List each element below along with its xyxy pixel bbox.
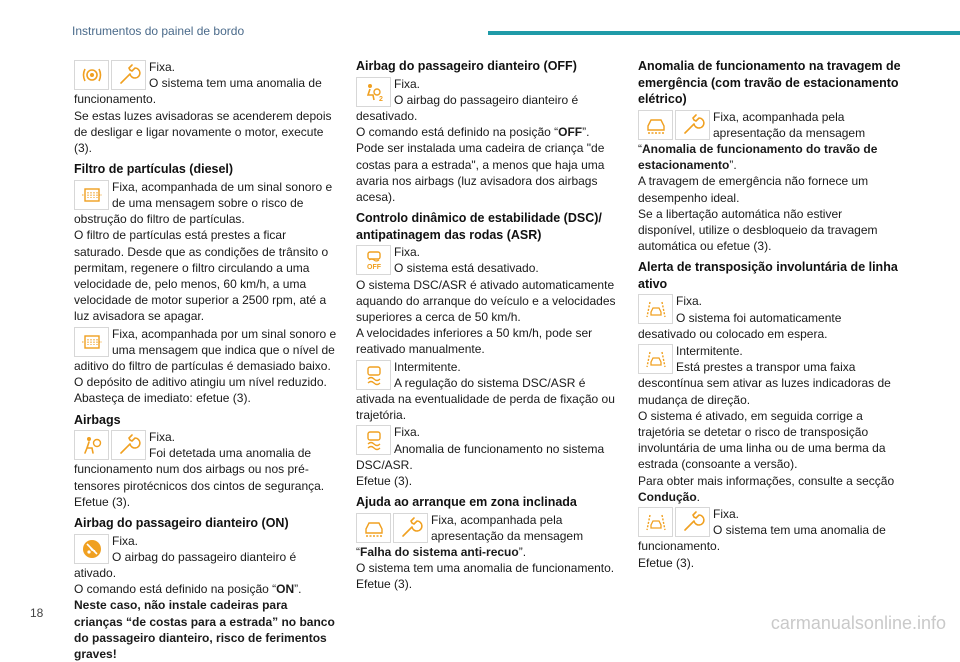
text: Para obter mais informações, consulte a secção — [638, 473, 895, 488]
text: Fixa, acompanhada por um sinal sonoro e uma mensagem que indica que o nível de aditivo do filtro de partículas é demasiado baixo. — [74, 326, 337, 373]
text: Fixa. — [713, 506, 740, 521]
text: Está prestes a transpor uma faixa descontínua sem ativar as luzes indicadoras de mudança de direção. — [638, 360, 891, 407]
entry-service-fault — [74, 59, 338, 156]
text: Fixa, acompanhada pela apresentação da mensagem “ — [638, 109, 866, 156]
entry-lane-flashing — [638, 343, 902, 505]
text: Se estas luzes avisadoras se acenderem depois de desligar e ligar novamente o motor, execute (3). — [74, 108, 332, 156]
text: ”. — [729, 158, 737, 173]
lane-assist-icon — [638, 344, 673, 374]
text-bold: ON — [276, 582, 295, 597]
lane-assist-icon — [638, 507, 673, 537]
column-3 — [638, 58, 902, 571]
text: O comando está definido na posição “ — [74, 582, 277, 597]
text: Fixa. — [394, 76, 421, 91]
column-1 — [74, 58, 338, 662]
header-accent-bar — [488, 31, 960, 35]
dsc-off-icon — [356, 245, 391, 275]
text: Fixa, acompanhada pela apresentação da mensagem “ — [356, 512, 584, 560]
text: Fixa. — [149, 430, 176, 445]
text: O sistema tem uma anomalia de funcionamento. — [74, 76, 322, 107]
entry-lane-fault — [638, 506, 902, 571]
service-wrench-icon — [111, 430, 146, 460]
text: O airbag do passageiro dianteiro é ativado. — [74, 549, 297, 580]
text-bold: Falha do sistema anti-recuo — [360, 545, 519, 560]
text: Fixa. — [676, 294, 703, 309]
text: Fixa. — [394, 425, 421, 440]
text: Intermitente. — [394, 359, 461, 374]
entry-hill-start-fault — [356, 512, 620, 593]
text: O sistema está desativado. — [394, 261, 539, 276]
text-bold: Anomalia de funcionamento do travão de estacionamento — [638, 141, 878, 173]
text: O filtro de partículas está prestes a ficar saturado. Desde que as condições de trânsito o permitam, regenere o filtro circulando a uma velocidade de, pelo menos, 60 km/h, a uma velocidade de motor superior a 2500 rpm, até a luz avisadora se apagar. — [74, 228, 329, 324]
brake-system-icon — [74, 60, 109, 90]
text: Efetue (3). — [356, 577, 413, 592]
text: Foi detetada uma anomalia de funcionamento num dos airbags ou nos pré-tensores pirotécnicos dos cintos de segurança. — [74, 446, 325, 493]
heading-hill-start: Ajuda ao arranque em zona inclinada — [356, 495, 577, 510]
text: Efetue (3). — [74, 494, 131, 509]
text: O sistema foi automaticamente desativado ou colocado em espera. — [638, 310, 842, 341]
heading-airbags: Airbags — [74, 412, 121, 427]
heading-passenger-airbag-on: Airbag do passageiro dianteiro (ON) — [74, 516, 289, 531]
text: Intermitente. — [676, 343, 743, 358]
page-number: 18 — [30, 606, 44, 620]
service-wrench-icon — [675, 507, 710, 537]
text: A velocidades inferiores a 50 km/h, pode ser reativado manualmente. — [356, 326, 593, 357]
service-wrench-icon — [111, 60, 146, 90]
text: O sistema é ativado, em seguida corrige a trajetória se detetar o risco de transposição involuntária de uma linha ou de uma berma da estrada (consoante a versão). — [638, 408, 886, 472]
entry-dsc-fault — [356, 424, 620, 489]
text: Se a libertação automática não estiver disponível, utilize o desbloqueio da travagem automática ou efetue (3). — [638, 206, 878, 254]
service-wrench-icon — [675, 110, 710, 140]
entry-dsc-flashing — [356, 359, 620, 424]
text: O airbag do passageiro dianteiro é desativado. — [356, 92, 579, 123]
text: O sistema DSC/ASR é ativado automaticamente aquando do arranque do veículo e a velocidades superiores a cerca de 50 km/h. — [356, 277, 616, 324]
particle-filter-icon — [74, 327, 109, 357]
airbag-off-icon — [356, 77, 391, 107]
text: Fixa. — [394, 245, 421, 260]
text: Efetue (3). — [356, 473, 413, 488]
text-bold: OFF — [558, 125, 583, 140]
text: Fixa, acompanhada de um sinal sonoro e de uma mensagem sobre o risco de obstrução do filtro de partículas. — [74, 179, 333, 227]
column-2 — [356, 58, 620, 593]
text-bold: Condução — [638, 489, 697, 504]
text: Efetue (3). — [638, 555, 695, 570]
entry-lane-standby — [638, 293, 902, 342]
text: A regulação do sistema DSC/ASR é ativada na eventualidade de perda de fixação ou trajetória. — [356, 375, 615, 423]
text: ”. — [582, 125, 590, 140]
text: ”. — [518, 545, 527, 560]
text: O comando está definido na posição “ — [356, 125, 559, 140]
service-wrench-icon — [393, 513, 428, 543]
text: ”. — [294, 582, 302, 597]
heading-passenger-airbag-off: Airbag do passageiro dianteiro (OFF) — [356, 59, 577, 73]
heading-particle-filter: Filtro de partículas (diesel) — [74, 162, 234, 177]
text: Fixa. — [149, 60, 176, 74]
text: Fixa. — [112, 533, 139, 548]
heading-lane-assist: Alerta de transposição involuntária de linha ativo — [638, 260, 898, 291]
section-title: Instrumentos do painel de bordo — [72, 24, 245, 38]
text: O depósito de aditivo atingiu um nível reduzido. Abasteça de imediato: efetue (3). — [74, 375, 327, 406]
entry-airbags-fault — [74, 429, 338, 510]
entry-dsc-off — [356, 244, 620, 357]
text: O sistema tem uma anomalia de funcionamento. — [638, 523, 886, 554]
watermark: carmanualsonline.info — [770, 613, 946, 633]
text: O sistema tem uma anomalia de funcionamento. — [356, 561, 615, 576]
dsc-skid-icon — [356, 425, 391, 455]
text: . — [696, 489, 701, 504]
airbag-person-icon — [74, 430, 109, 460]
text: Pode ser instalada uma cadeira de criança "de costas para a estrada", a menos que haja uma avaria nos airbags (luz avisadora dos airbags acesa). — [356, 141, 605, 204]
heading-dsc: Controlo dinâmico de estabilidade (DSC)/ antipatinagem das rodas (ASR) — [356, 211, 602, 242]
warning-text: Neste caso, não instale cadeiras para crianças “de costas para a estrada” no banco do passageiro dianteiro, risco de ferimentos graves! — [74, 598, 335, 661]
entry-dpf-additive — [74, 326, 338, 407]
lane-assist-icon — [638, 294, 673, 324]
text: Anomalia de funcionamento no sistema DSC/ASR. — [356, 441, 605, 472]
heading-emergency-brake: Anomalia de funcionamento na travagem de emergência (com travão de estacionamento elétrico) — [638, 59, 901, 106]
airbag-on-icon — [74, 534, 109, 564]
entry-passenger-airbag-on — [74, 533, 338, 662]
entry-passenger-airbag-off — [356, 76, 620, 206]
dsc-skid-icon — [356, 360, 391, 390]
svg-text:2: 2 — [378, 95, 383, 103]
entry-dpf-saturated — [74, 179, 338, 325]
text: A travagem de emergência não fornece um desempenho ideal. — [638, 174, 869, 205]
entry-emergency-brake-fault — [638, 109, 902, 255]
svg-text:OFF: OFF — [366, 264, 381, 272]
particle-filter-icon — [74, 180, 109, 210]
emergency-brake-car-icon — [356, 513, 391, 543]
emergency-brake-car-icon — [638, 110, 673, 140]
